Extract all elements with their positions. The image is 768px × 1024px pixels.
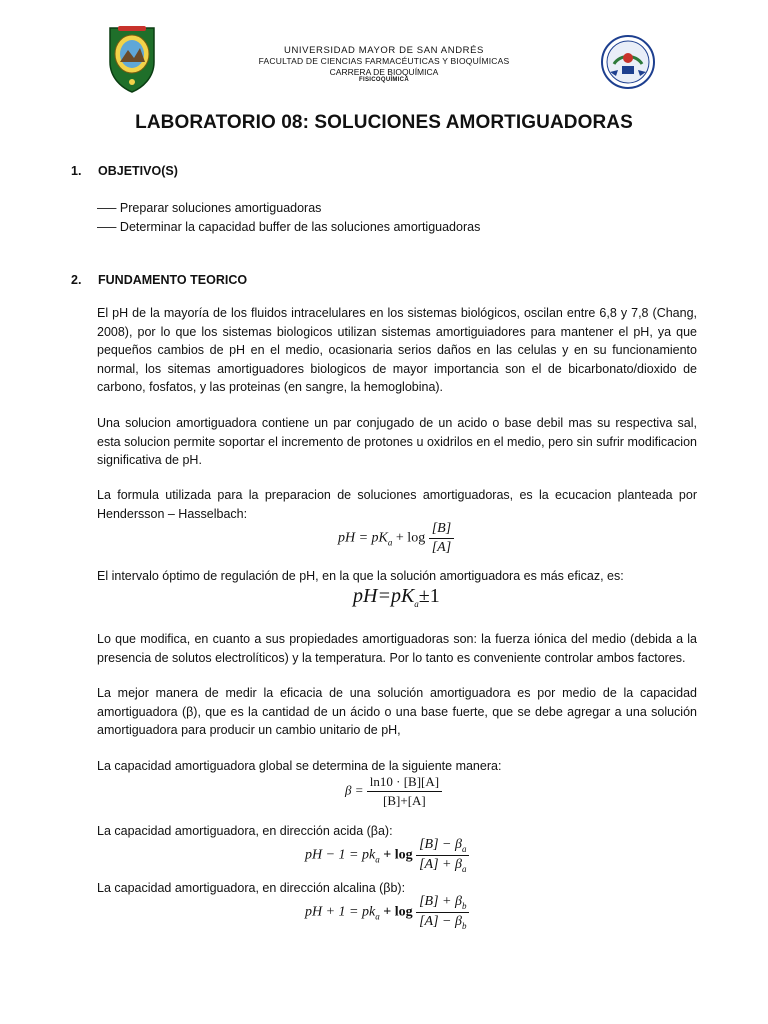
paragraph: Lo que modifica, en cuanto a sus propiedades amortiguadoras son: la fuerza iónica del medio (debida a la presencia de solutos electrolíticos) y la temperatura. Por lo tanto es conveniente controlar ambos factores.	[97, 632, 697, 665]
eq-lhs: pH = pK	[338, 530, 388, 546]
buffer-capacity-equation	[345, 774, 442, 809]
eq-fraction	[429, 521, 454, 556]
paragraph: El intervalo óptimo de regulación de pH, en la que la solución amortiguadora es más eficaz, es:	[97, 569, 624, 583]
eq-lhs: β =	[345, 782, 364, 798]
paragraph: La formula utilizada para la preparacion de soluciones amortiguadoras, es la ecucacion planteada por Hendersson – Hasselbach:	[97, 488, 697, 521]
eq-numerator: [B]	[429, 521, 454, 539]
university-crest-icon	[104, 22, 160, 94]
eq-numerator: [B] + β	[419, 894, 462, 909]
paragraph: La capacidad amortiguadora, en dirección alcalina (βb):	[97, 881, 406, 895]
eq-subscript: a	[461, 843, 467, 854]
eq-denominator: [A] + β	[419, 856, 462, 872]
eq-subscript: a	[414, 599, 419, 609]
paragraph: La capacidad amortiguadora global se determina de la siguiente manera:	[97, 759, 502, 773]
eq-lhs: pH + 1 = pk	[305, 904, 376, 920]
section-number: 1.	[71, 164, 82, 178]
paragraph: La capacidad amortiguadora, en dirección acida (βa):	[97, 824, 393, 838]
document-title: LABORATORIO 08: SOLUCIONES AMORTIGUADORAS	[135, 112, 633, 133]
paragraph: Una solucion amortiguadora contiene un par conjugado de un acido o base debil mas su respectiva sal, esta solucion permite soportar el incremento de protones u oxidrilos en el medio, pero sin sufrir modificacion significativa de pH.	[97, 416, 697, 468]
section-heading-objectives	[71, 164, 178, 178]
eq-subscript: a	[461, 863, 467, 874]
eq-log: + log	[383, 847, 413, 863]
eq-subscript: a	[375, 854, 380, 865]
eq-lhs: pH − 1 = pk	[305, 847, 376, 863]
eq-fraction	[416, 837, 469, 874]
section-number: 2.	[71, 273, 82, 287]
eq-rhs: ±1	[418, 585, 440, 607]
subject-name: FISICOQUÍMICA	[359, 76, 409, 83]
eq-denominator: [B]+[A]	[383, 793, 426, 808]
eq-fraction	[367, 774, 442, 809]
faculty-name: FACULTAD DE CIENCIAS FARMACÉUTICAS Y BIOQUÍMICAS	[258, 56, 510, 67]
alkaline-capacity-equation	[305, 894, 469, 931]
eq-subscript: b	[461, 920, 467, 931]
henderson-hasselbalch-equation	[338, 521, 454, 556]
section-title: OBJETIVO(S)	[98, 164, 178, 178]
eq-log: + log	[383, 904, 413, 920]
eq-numerator: ln10 · [B][A]	[367, 774, 442, 792]
objective-item: —– Determinar la capacidad buffer de las soluciones amortiguadoras	[97, 220, 481, 234]
objective-item: —– Preparar soluciones amortiguadoras	[97, 201, 322, 215]
career-name: CARRERA DE BIOQUÍMICA	[329, 66, 439, 77]
eq-log: + log	[395, 530, 426, 546]
paragraph: La mejor manera de medir la eficacia de una solución amortiguadora es por medio de la capacidad amortiguadora (β), que es la cantidad de un ácido o una base fuerte, que se debe agregar a una solución amortiguadora para producir un cambio unitario de pH,	[97, 686, 697, 738]
faculty-seal-icon	[600, 34, 656, 90]
section-title: FUNDAMENTO TEORICO	[98, 273, 248, 287]
eq-subscript: a	[375, 911, 380, 922]
university-name: UNIVERSIDAD MAYOR DE SAN ANDRÉS	[283, 45, 484, 56]
eq-subscript: a	[387, 537, 393, 548]
institution-header	[230, 45, 538, 84]
ph-range-equation	[353, 585, 440, 609]
eq-fraction	[416, 894, 469, 931]
eq-lhs: pH=pK	[353, 585, 415, 607]
eq-subscript: b	[461, 900, 467, 911]
eq-denominator: [A]	[431, 540, 452, 555]
acid-capacity-equation	[305, 837, 469, 874]
eq-denominator: [A] − β	[419, 913, 462, 929]
paragraph: El pH de la mayoría de los fluidos intracelulares en los sistemas biológicos, oscilan entre 6,8 y 7,8 (Chang, 2008), por lo que los sistemas biologicos utilizan sistemas amortiguiadores para mantener el pH, ya que pequeños cambios de pH en el medio, ocasionaria serios daños en las celulas y en su funcionamiento normal, los sitemas amortiguadores biologicos de mayor importancia son el de bicarbonato/dioxido de carbono, fosfatos, y las proteinas (en sangre, la hemoglobina).	[97, 306, 697, 395]
section-heading-theory	[71, 273, 247, 287]
eq-numerator: [B] − β	[419, 837, 462, 852]
